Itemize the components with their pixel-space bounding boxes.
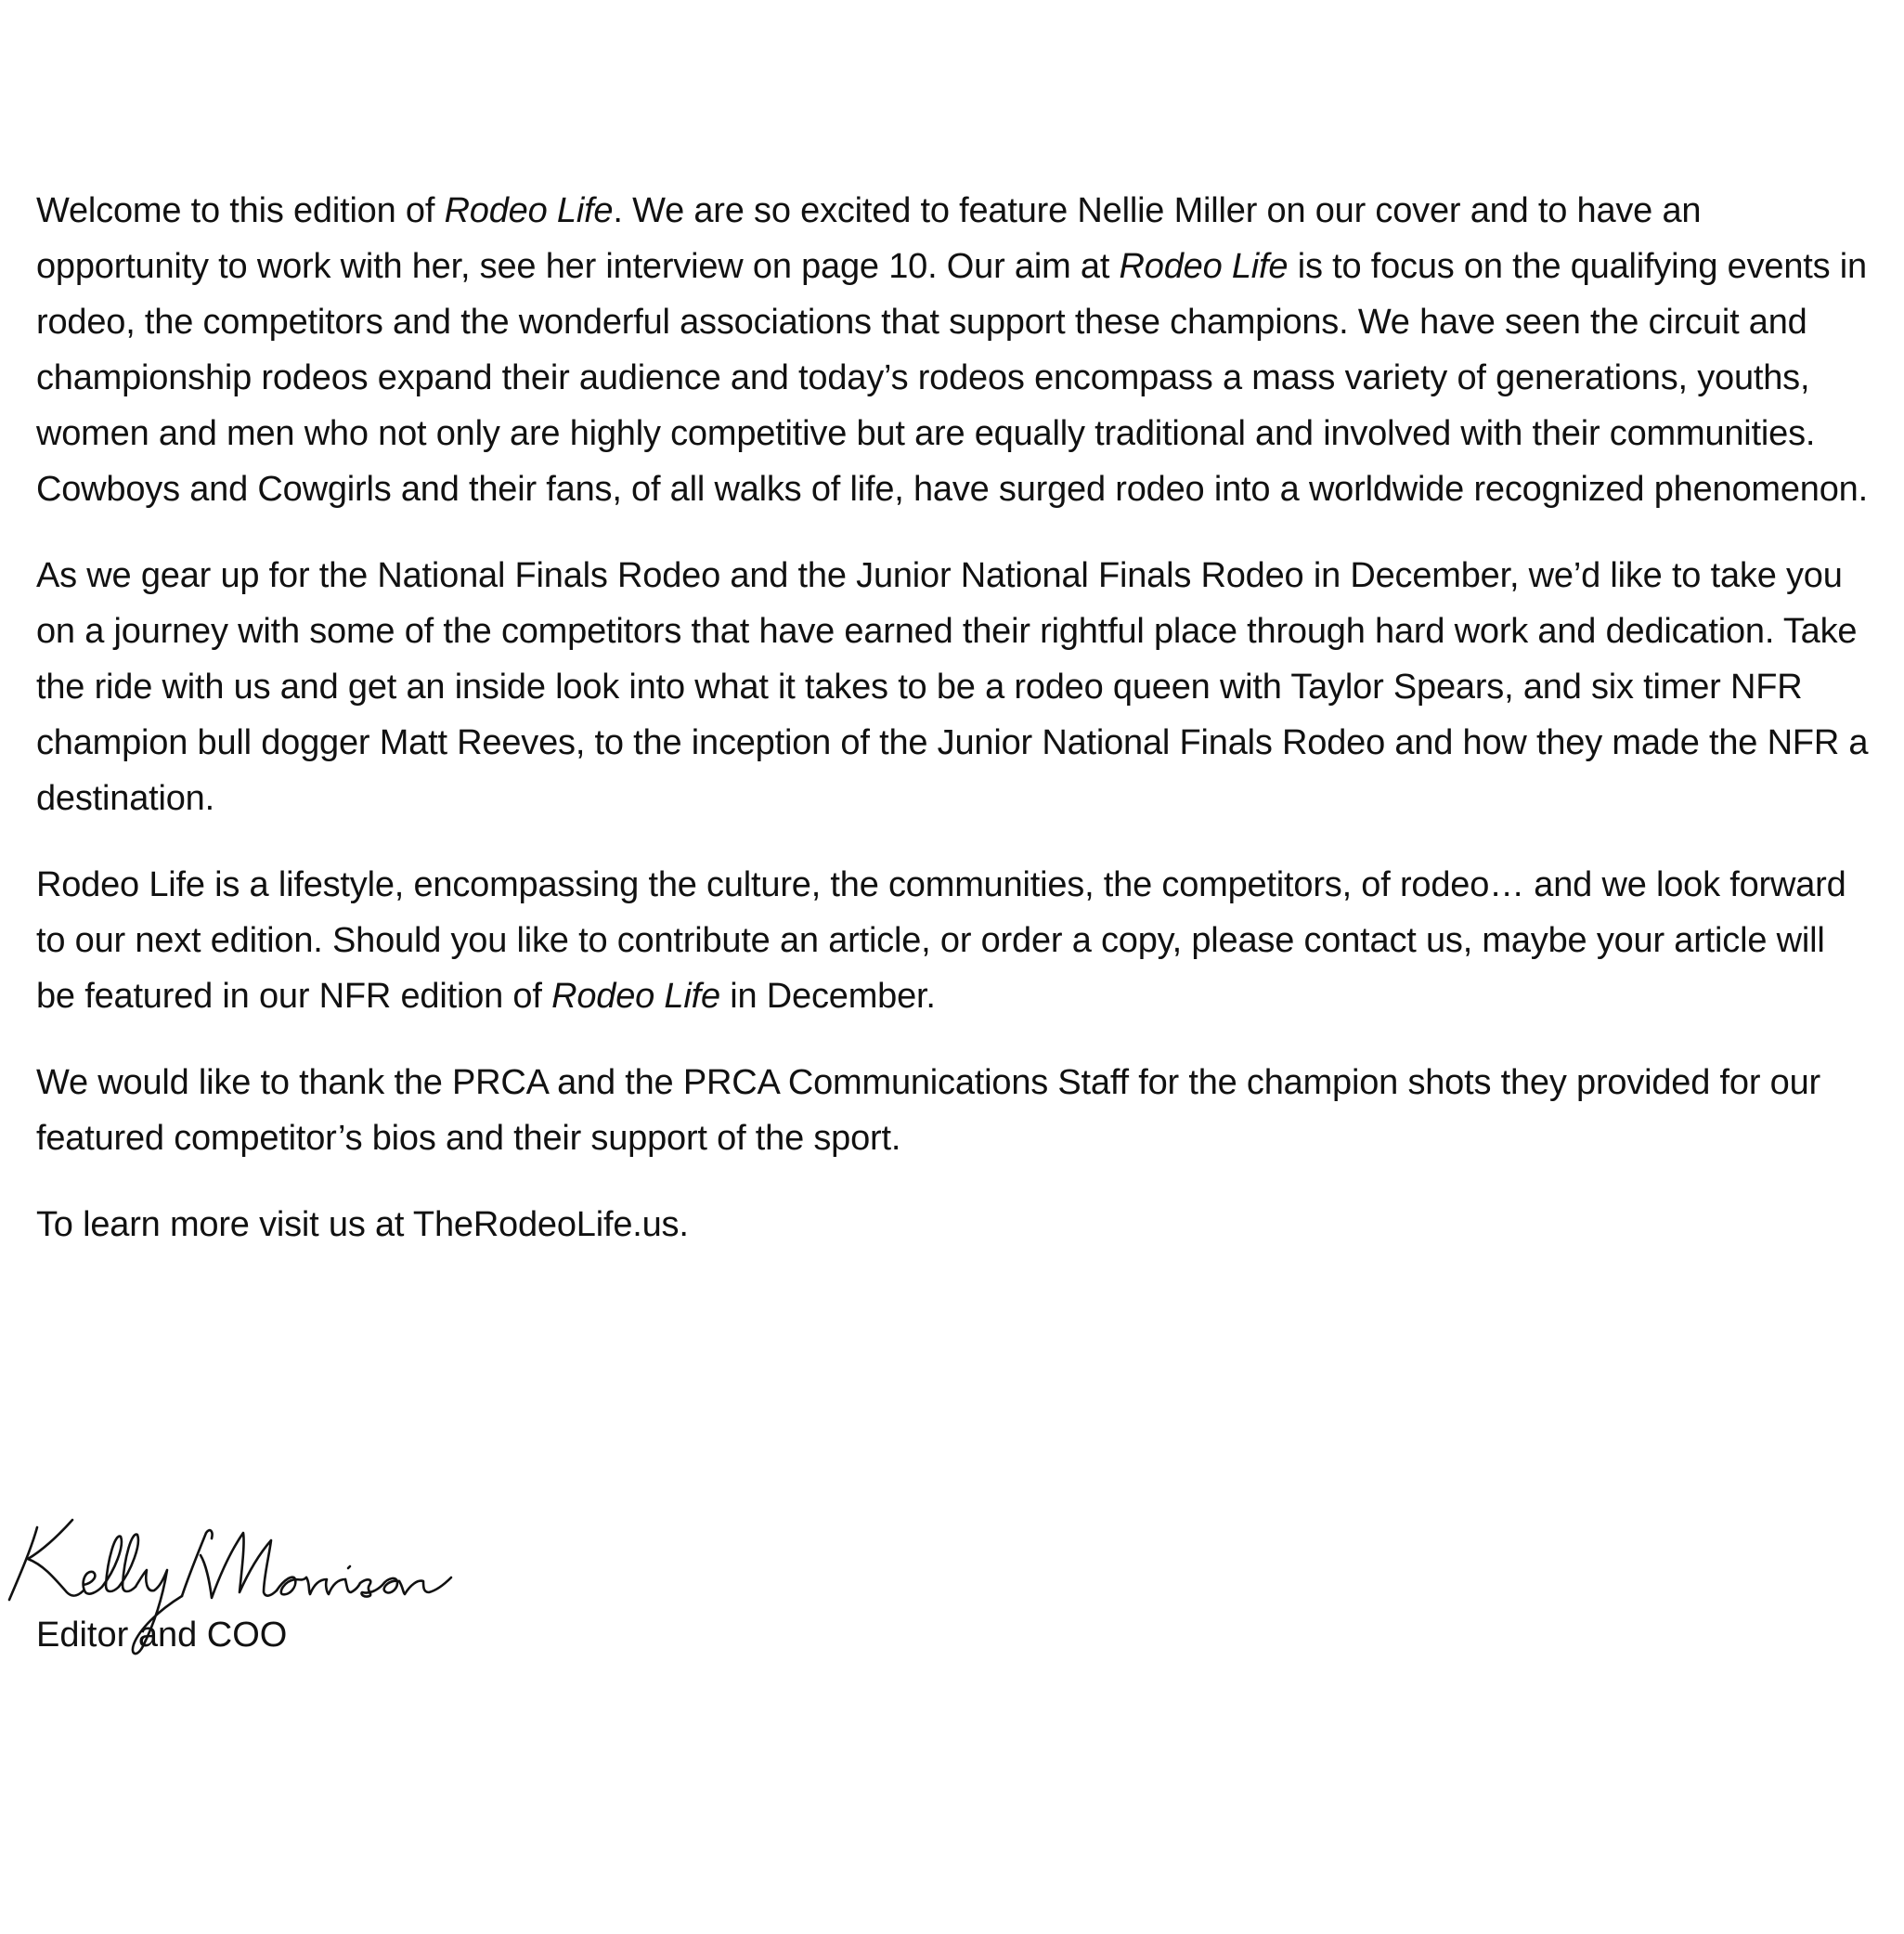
paragraph-text: in December. bbox=[719, 977, 936, 1016]
magazine-title: Rodeo Life bbox=[1119, 247, 1289, 286]
magazine-title: Rodeo Life bbox=[551, 977, 720, 1016]
signer-title: Editor and COO bbox=[36, 1616, 288, 1655]
paragraph-thanks: We would like to thank the PRCA and the PRCA Communications Staff for the champion shots they provided for our featured competitor’s bios and their support of the sport. bbox=[36, 1063, 1820, 1158]
paragraph-welcome bbox=[36, 183, 1870, 517]
paragraph-visit: To learn more visit us at TheRodeoLife.us. bbox=[36, 1205, 689, 1244]
paragraph-text: Rodeo Life is a lifestyle, encompassing the culture, the communities, the competitors, of rodeo… and we look forward to our next edition. Should you like to contribute an article, or order a copy, please contact us, maybe your article will be featured in our NFR edition of bbox=[36, 865, 1846, 1016]
magazine-title: Rodeo Life bbox=[444, 191, 614, 230]
paragraph-text: . We are so excited to feature Nellie Miller on our cover and to have an opportunity to work with her, see her interview on page 10. Our aim at bbox=[36, 191, 1702, 286]
paragraph-text: Welcome to this edition of bbox=[36, 191, 445, 230]
paragraph-text: is to focus on the qualifying events in rodeo, the competitors and the wonderful associations that support these champions. We have seen the circuit and championship rodeos expand their audience and today’s rodeos encompass a mass variety of generations, youths, women and men who not only are highly competitive but are equally traditional and involved with their communities. Cowboys and Cowgirls and their fans, of all walks of life, have surged rodeo into a worldwide recognized phenomenon. bbox=[36, 247, 1868, 509]
paragraph-lifestyle bbox=[36, 857, 1870, 1024]
paragraph-nfr: As we gear up for the National Finals Rodeo and the Junior National Finals Rodeo in December, we’d like to take you on a journey with some of the competitors that have earned their rightful place through hard work and dedication. Take the ride with us and get an inside look into what it takes to be a rodeo queen with Taylor Spears, and six timer NFR champion bull dogger Matt Reeves, to the inception of the Junior National Finals Rodeo and how they made the NFR a destination. bbox=[36, 556, 1869, 818]
letter-body bbox=[36, 183, 1870, 1283]
